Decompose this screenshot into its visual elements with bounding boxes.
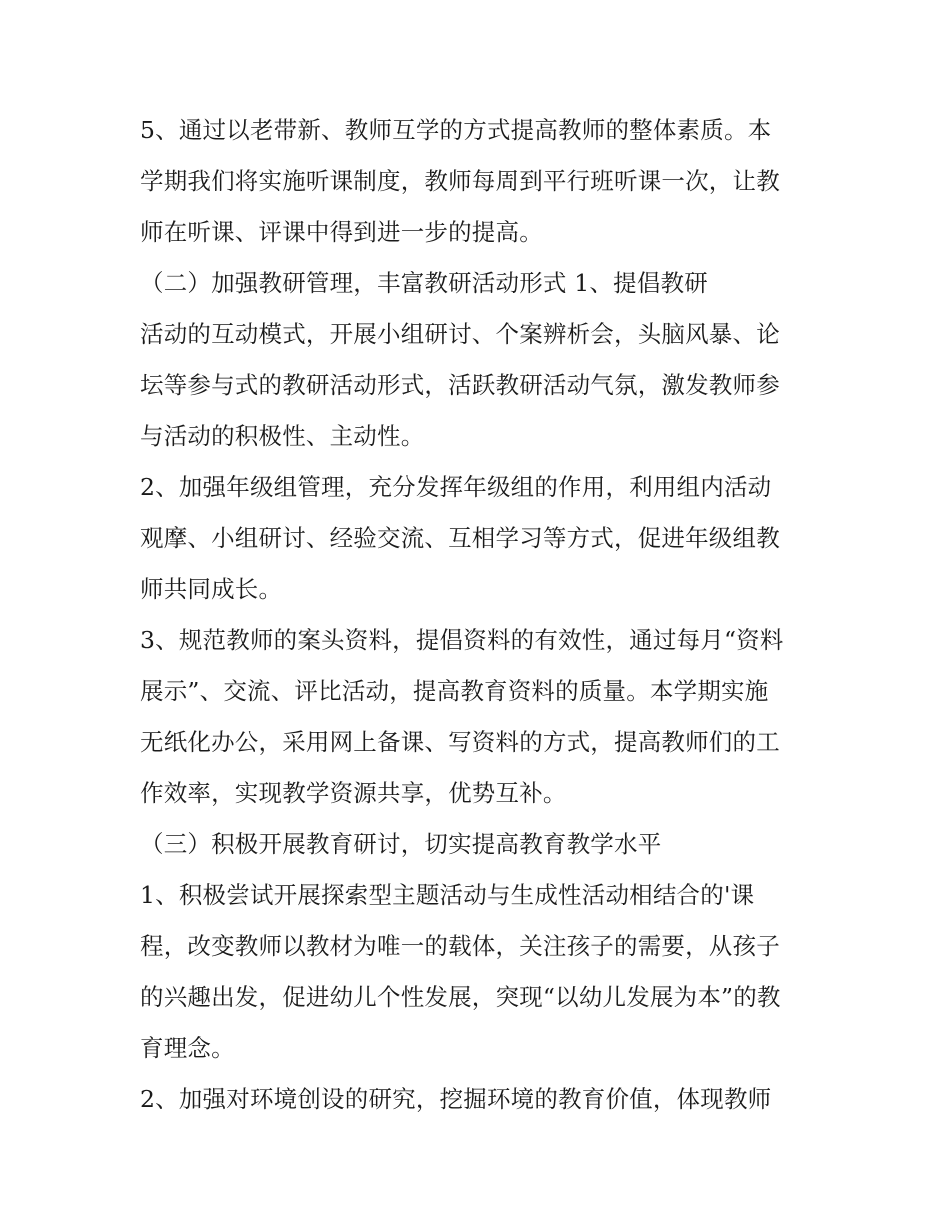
paragraph-line: 师共同成长。 [140,575,283,603]
paragraph-line: 学期我们将实施听课制度，教师每周到平行班听课一次，让教 [140,167,780,195]
paragraph-line: 展示”、交流、评比活动，提高教育资料的质量。本学期实施 [140,677,769,705]
paragraph-line: 与活动的积极性、主动性。 [140,422,425,450]
paragraph-line: 2、加强对环境创设的研究，挖掘环境的教育价值，体现教师 [140,1085,772,1113]
section-heading: （三）积极开展教育研讨，切实提高教育教学水平 [140,830,662,858]
paragraph-line: 的兴趣出发，促进幼儿个性发展，突现“以幼儿发展为本”的教 [140,983,781,1011]
paragraph-line: 程，改变教师以教材为唯一的载体，关注孩子的需要，从孩子 [140,932,780,960]
section-heading: （二）加强教研管理，丰富教研活动形式 1、提倡教研 [140,269,708,297]
paragraph-line: 5、通过以老带新、教师互学的方式提高教师的整体素质。本 [140,116,772,144]
paragraph-line: 观摩、小组研讨、经验交流、互相学习等方式，促进年级组教 [140,524,780,552]
paragraph-line: 3、规范教师的案头资料，提倡资料的有效性，通过每月“资料 [140,626,784,654]
paragraph-line: 坛等参与式的教研活动形式，活跃教研活动气氛，激发教师参 [140,371,780,399]
paragraph-line: 无纸化办公，采用网上备课、写资料的方式，提高教师们的工 [140,728,780,756]
paragraph-line: 作效率，实现教学资源共享，优势互补。 [140,779,567,807]
paragraph-line: 2、加强年级组管理，充分发挥年级组的作用，利用组内活动 [140,473,772,501]
paragraph-line: 活动的互动模式，开展小组研讨、个案辨析会，头脑风暴、论 [140,320,780,348]
paragraph-line: 育理念。 [140,1034,235,1062]
paragraph-line: 1、积极尝试开展探索型主题活动与生成性活动相结合的'课 [140,881,755,909]
paragraph-line: 师在听课、评课中得到进一步的提高。 [140,218,543,246]
